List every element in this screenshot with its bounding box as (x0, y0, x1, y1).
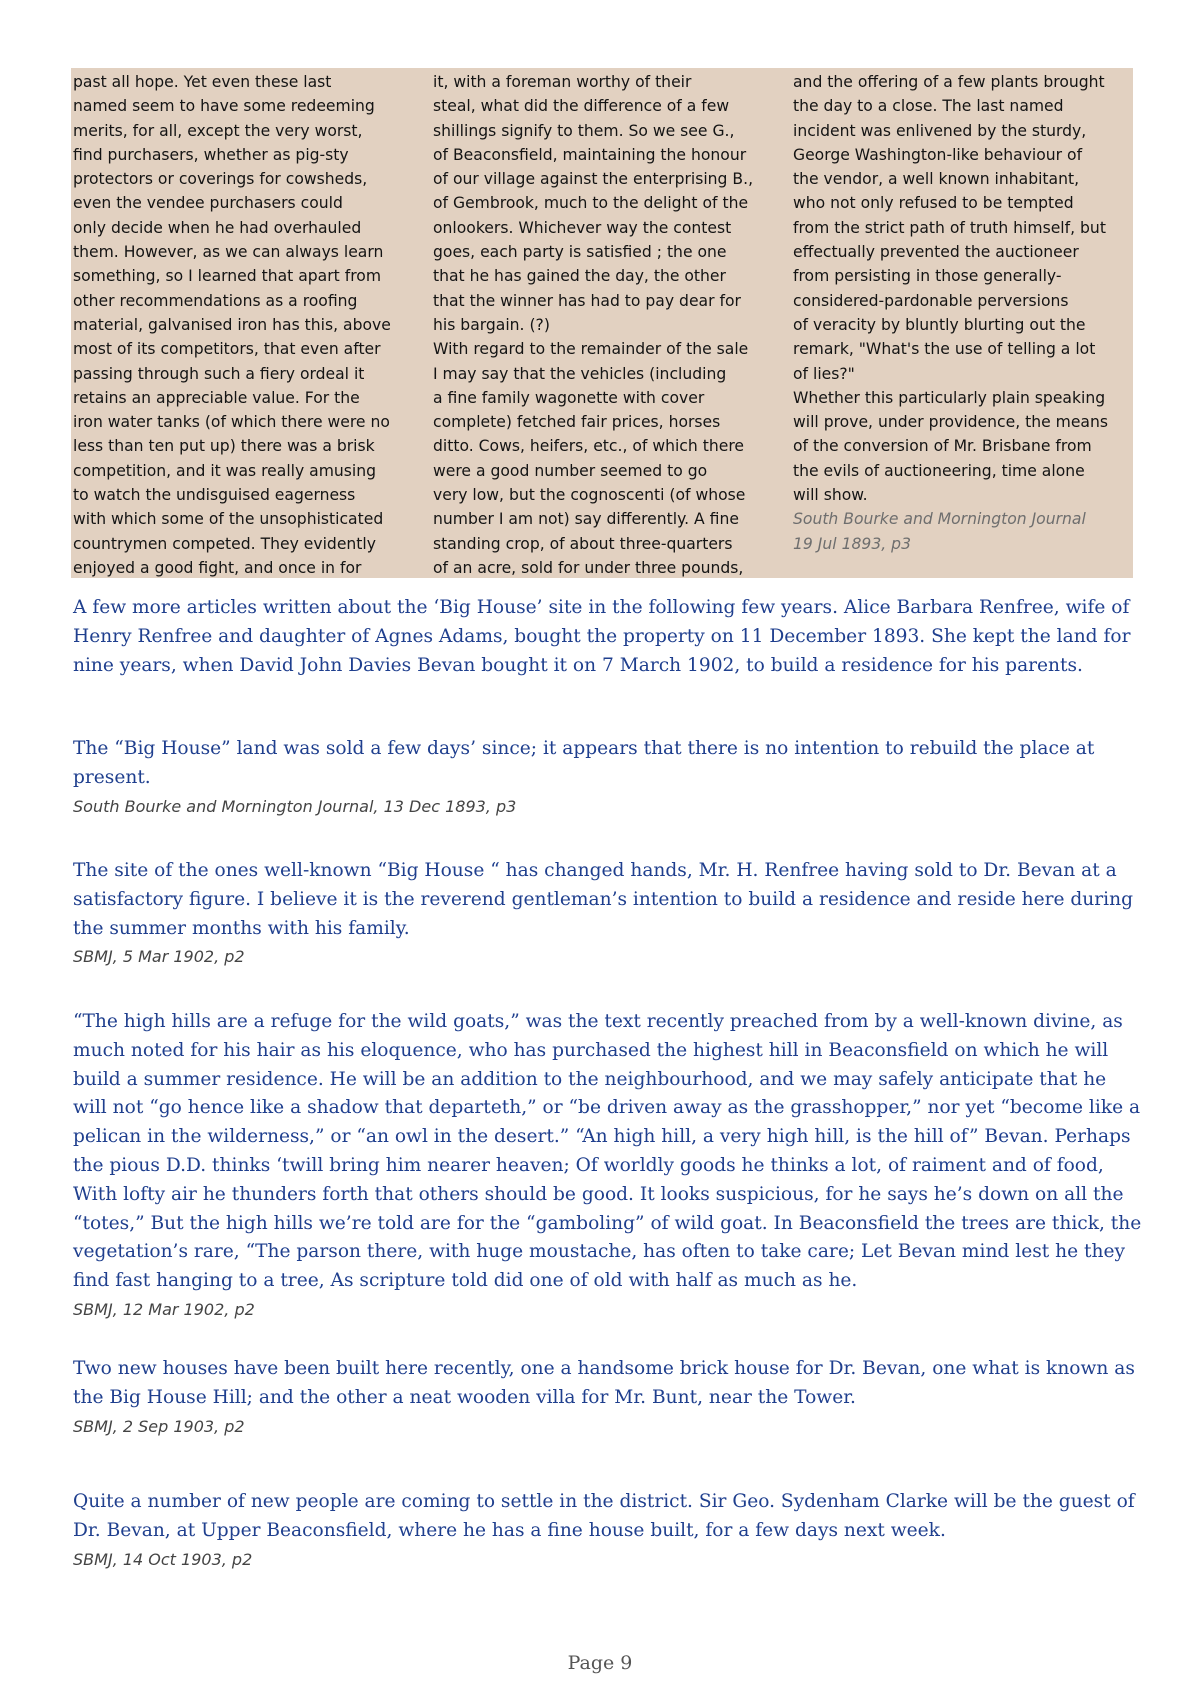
clipping-line: passing through such a fiery ordeal it (73, 364, 365, 383)
quote-line: With lofty air he thunders forth that others should be good. It looks suspicious, for he says he’s down on all the (73, 1183, 1124, 1205)
quote-line: “The high hills are a refuge for the wild goats,” was the text recently preached from by a well-known divine, as (73, 1011, 1123, 1032)
clipping-line: other recommendations as a roofing (73, 291, 358, 310)
page-number: Page 9 (567, 1652, 633, 1674)
clipping-line: remark, "What's the use of telling a lot (793, 340, 1096, 359)
clipping-line: effectually prevented the auctioneer (793, 243, 1079, 262)
clipping-line: merits, for all, except the very worst, (73, 121, 363, 140)
clipping-line: of veracity by bluntly blurting out the (793, 315, 1086, 334)
quote-line: much noted for his hair as his eloquence, who has purchased the highest hill in Beaconsfield on which he will (73, 1039, 1109, 1061)
quote-line: pelican in the wilderness,” or “an owl in the desert.” “An high hill, a very high hill, is the hill of” Bevan. Perhaps (73, 1126, 1131, 1148)
clipping-line: less than ten put up) there was a brisk (73, 437, 375, 456)
clipping-line: will show. (793, 486, 868, 505)
clipping-line: who not only refused to be tempted (793, 194, 1074, 213)
clipping-line: of an acre, sold for under three pounds, (433, 558, 744, 577)
clipping-line: past all hope. Yet even these last (73, 73, 332, 91)
clipping-line: Whether this particularly plain speaking (793, 388, 1106, 407)
intro-line: Henry Renfree and daughter of Agnes Adams, bought the property on 11 December 1893. She kept the land for (73, 625, 1131, 647)
clipping-line: were a good number seemed to go (433, 461, 708, 480)
clipping-line: the day to a close. The last named (793, 97, 1064, 116)
article-quote (73, 857, 1143, 943)
clipping-line: with which some of the unsophisticated (73, 510, 384, 529)
clipping-line: complete) fetched fair prices, horses (433, 413, 721, 432)
article-source: SBMJ, 2 Sep 1903, p2 (73, 1416, 245, 1436)
article-quote (73, 1488, 1143, 1546)
clipping-column-2 (433, 70, 778, 578)
quote-line: “totes,” But the high hills we’re told are for the “gamboling” of wild goat. In Beaconsfield the trees are thick, the (73, 1212, 1142, 1234)
clipping-line: considered-pardonable perversions (793, 291, 1069, 310)
intro-line: nine years, when David John Davies Bevan bought it on 7 March 1902, to build a residence for his parents. (73, 654, 1083, 676)
quote-line: The site of the ones well-known “Big House “ has changed hands, Mr. H. Renfree having sold to Dr. Bevan at a (73, 860, 1117, 881)
clipping-line: With regard to the remainder of the sale (433, 340, 749, 359)
newspaper-clipping (71, 68, 1133, 578)
clipping-line: I may say that the vehicles (including (433, 364, 727, 383)
article-entry-3 (73, 1008, 1143, 1322)
article-entry-2 (73, 857, 1143, 969)
clipping-line: iron water tanks (of which there were no (73, 413, 390, 432)
clipping-line: standing crop, of about three-quarters (433, 534, 733, 553)
clipping-line: that he has gained the day, the other (433, 267, 726, 286)
quote-line: The “Big House” land was sold a few days’ since; it appears that there is no intention to rebuild the place at (73, 738, 1095, 759)
clipping-line: of the conversion of Mr. Brisbane from (793, 437, 1092, 456)
clipping-line: something, so I learned that apart from (73, 267, 382, 286)
article-source: SBMJ, 5 Mar 1902, p2 (73, 947, 245, 967)
quote-line: will not “go hence like a shadow that departeth,” or “be driven away as the grasshopper,” nor yet “become like a (73, 1097, 1141, 1119)
clipping-line: number I am not) say differently. A fine (433, 510, 739, 529)
clipping-line: steal, what did the difference of a few (433, 97, 730, 116)
clipping-line: competition, and it was really amusing (73, 461, 377, 480)
clipping-line: will prove, under providence, the means (793, 413, 1108, 432)
clipping-line: of lies?" (793, 364, 855, 383)
clipping-line: that the winner has had to pay dear for (433, 291, 741, 310)
clipping-line: them. However, as we can always learn (73, 243, 384, 262)
quote-line: the pious D.D. thinks ‘twill bring him nearer heaven; Of worldly goods he thinks a lot, of raiment and of food, (73, 1154, 1104, 1176)
clipping-line: protectors or coverings for cowsheds, (73, 170, 368, 189)
clipping-line: his bargain. (?) (433, 315, 550, 334)
article-source: SBMJ, 12 Mar 1902, p2 (73, 1299, 255, 1319)
clipping-line: only decide when he had overhauled (73, 218, 362, 237)
clipping-line: ditto. Cows, heifers, etc., of which there (433, 437, 744, 456)
article-entry-1 (73, 735, 1143, 819)
article-quote (73, 735, 1143, 793)
quote-line: vegetation’s rare, “The parson there, with huge moustache, has often to take care; Let Bevan mind lest he they (73, 1241, 1125, 1263)
clipping-line: and the offering of a few plants brought (793, 73, 1105, 91)
article-quote (73, 1355, 1143, 1413)
clipping-line: onlookers. Whichever way the contest (433, 218, 732, 237)
intro-paragraph (73, 594, 1138, 680)
article-source: South Bourke and Mornington Journal, 13 Dec 1893, p3 (73, 796, 517, 816)
quote-line: present. (73, 766, 151, 788)
intro-line: A few more articles written about the ‘Big House’ site in the following few years. Alice Barbara Renfree, wife of (73, 597, 1130, 618)
clipping-line: the evils of auctioneering, time alone (793, 461, 1085, 480)
clipping-line: from persisting in those generally- (793, 267, 1062, 286)
clipping-column-1 (73, 70, 413, 578)
clipping-line: of Beaconsfield, maintaining the honour (433, 145, 747, 164)
clipping-line: goes, each party is satisfied ; the one (433, 243, 727, 262)
article-quote (73, 1008, 1143, 1296)
clipping-line: shillings signify to them. So we see G., (433, 121, 735, 140)
article-entry-4 (73, 1355, 1143, 1439)
quote-line: Dr. Bevan, at Upper Beaconsfield, where he has a fine house built, for a few days next week. (73, 1519, 946, 1541)
quote-line: build a summer residence. He will be an addition to the neighbourhood, and we may safely anticipate that he (73, 1068, 1107, 1090)
clipping-line: named seem to have some redeeming (73, 97, 375, 116)
clipping-citation: 19 Jul 1893, p3 (793, 534, 911, 553)
clipping-citation: South Bourke and Mornington Journal (793, 510, 1086, 529)
clipping-line: countrymen competed. They evidently (73, 534, 376, 553)
clipping-line: George Washington-like behaviour of (793, 145, 1083, 164)
clipping-line: of Gembrook, much to the delight of the (433, 194, 749, 213)
clipping-column-3 (793, 70, 1133, 556)
quote-line: find fast hanging to a tree, As scripture told did one of old with half as much as he. (73, 1270, 858, 1292)
article-source: SBMJ, 14 Oct 1903, p2 (73, 1549, 253, 1569)
clipping-line: most of its competitors, that even after (73, 340, 381, 359)
quote-line: Two new houses have been built here recently, one a handsome brick house for Dr. Bevan, one what is known as (73, 1358, 1135, 1379)
clipping-line: material, galvanised iron has this, above (73, 315, 391, 334)
clipping-line: very low, but the cognoscenti (of whose (433, 486, 746, 505)
quote-line: satisfactory figure. I believe it is the reverend gentleman’s intention to build a residence and reside here during (73, 888, 1133, 910)
clipping-line: it, with a foreman worthy of their (433, 73, 692, 91)
clipping-line: from the strict path of truth himself, but (793, 218, 1106, 237)
clipping-line: a fine family wagonette with cover (433, 388, 705, 407)
quote-line: the Big House Hill; and the other a neat wooden villa for Mr. Bunt, near the Tower. (73, 1386, 856, 1408)
quote-line: the summer months with his family. (73, 917, 410, 939)
clipping-line: retains an appreciable value. For the (73, 388, 360, 407)
clipping-line: to watch the undisguised eagerness (73, 486, 356, 505)
clipping-line: incident was enlivened by the sturdy, (793, 121, 1087, 140)
clipping-line: of our village against the enterprising B., (433, 170, 754, 189)
clipping-line: even the vendee purchasers could (73, 194, 343, 213)
clipping-line: the vendor, a well known inhabitant, (793, 170, 1080, 189)
clipping-line: enjoyed a good fight, and once in for (73, 558, 362, 577)
article-entry-5 (73, 1488, 1143, 1572)
clipping-line: find purchasers, whether as pig-sty (73, 145, 349, 164)
quote-line: Quite a number of new people are coming to settle in the district. Sir Geo. Sydenham Clarke will be the guest of (73, 1491, 1135, 1512)
